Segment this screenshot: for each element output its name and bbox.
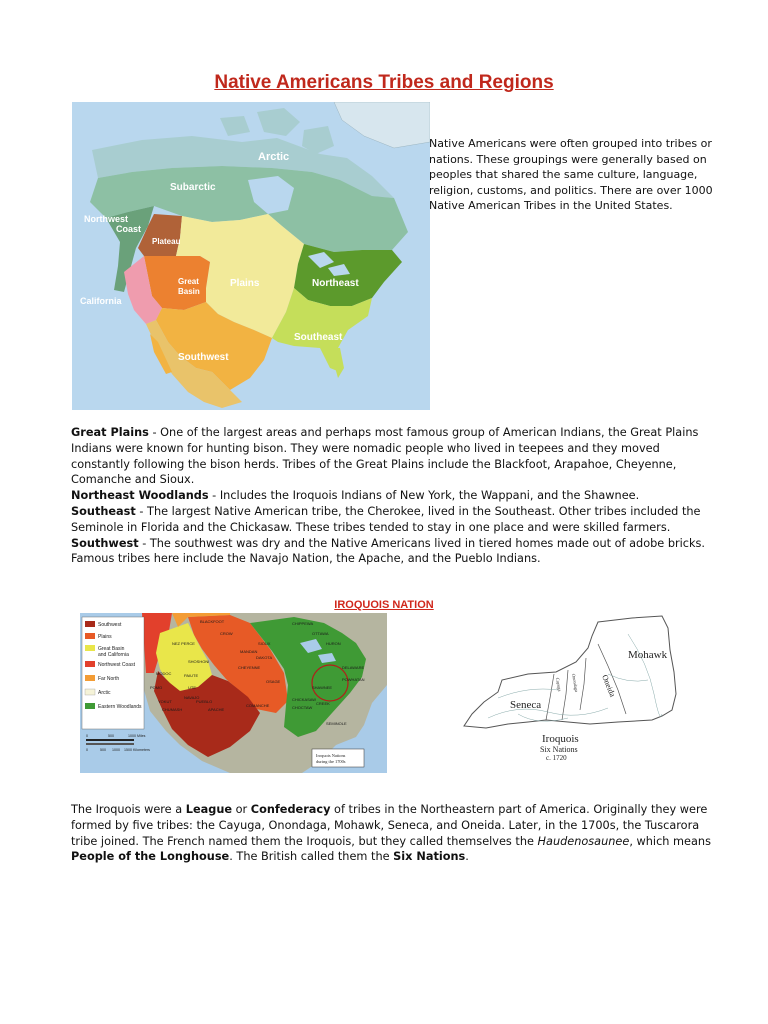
tribe-label: SIOUX (258, 641, 271, 646)
northeast-label: Northeast (312, 278, 359, 289)
region-northeast-woodlands (71, 488, 721, 504)
tribe-label: CHUMASH (162, 707, 183, 712)
iroquois-text (71, 802, 726, 865)
scale-label: 1000 Miles (128, 734, 146, 738)
scale-label: 500 (100, 748, 106, 752)
onondaga-label: Onondaga (571, 673, 580, 693)
text-span: , which means (629, 834, 711, 848)
page-title: Native Americans Tribes and Regions (214, 72, 554, 93)
tribe-label: YOKUT (158, 699, 172, 704)
scale-label: 1000 (112, 748, 120, 752)
southeast-label: Southeast (294, 332, 343, 343)
region-southwest (71, 536, 721, 568)
term-six-nations: Six Nations (393, 850, 466, 864)
tribe-label: CREEK (316, 701, 330, 706)
intro-text: Native Americans were often grouped into tribes or nations. These groupings were generally based on peoples that shared the same culture, language, religion, customs, and politics. There are over 1000 Native American Tribes in the United States. (429, 137, 713, 212)
tribe-label: MANDAN (240, 649, 258, 654)
northwest-coast-label-2: Coast (116, 224, 142, 234)
region-great-plains (71, 425, 721, 488)
tribe-label: PAIUTE (184, 673, 199, 678)
term-league: League (185, 803, 233, 816)
inset-label: during the 1700s (316, 759, 346, 764)
tribe-label: APACHE (208, 707, 225, 712)
plains-label: Plains (230, 278, 260, 289)
legend-southwest: Southwest (98, 622, 122, 628)
tribe-label: SHAWNEE (312, 685, 333, 690)
tribe-label: CHOCTAW (292, 705, 313, 710)
text-span: . The British called them the (229, 850, 394, 864)
great-basin-label: Great (178, 277, 199, 286)
california-label: California (80, 296, 122, 306)
tribe-label: COMANCHE (246, 703, 270, 708)
tribe-label: HURON (326, 641, 341, 646)
tribe-label: DAKOTA (256, 655, 273, 660)
arctic-label: Arctic (258, 151, 290, 163)
tribe-label: POMO (150, 685, 163, 690)
scale-label: 0 (86, 748, 88, 752)
legend-great-basin: Great Basin (98, 646, 125, 652)
text-span: or (232, 803, 251, 816)
tribe-label: POWHATAN (342, 677, 365, 682)
region-southeast (71, 504, 721, 536)
regions-section (71, 425, 721, 567)
region-description: - One of the largest areas and perhaps most famous group of American Indians, the Great Plains Indians were known for hunting bison. They were nomadic people who lived in teepees and they moved constantly following the bison herds. Tribes of the Great Plains include the Blackfoot, Arapahoe, Cheyenne, Comanche and Sioux. (71, 426, 699, 487)
culture-regions-map (72, 102, 430, 410)
text-span: . (465, 850, 469, 864)
legend-plains: Plains (98, 634, 112, 640)
tribe-label: CHIPPEWA (292, 621, 314, 626)
tribe-label: BLACKFOOT (200, 619, 225, 624)
tribe-label: OSAGE (266, 679, 281, 684)
region-term: Southeast (71, 504, 136, 518)
tribe-label: DELAWARE (342, 665, 365, 670)
tribe-label: CHEYENNE (238, 665, 261, 670)
tribe-label: NAVAJO (184, 695, 200, 700)
tribe-label: MODOC (156, 671, 172, 676)
seneca-label: Seneca (510, 699, 542, 711)
tribe-label: PUEBLO (196, 699, 213, 704)
region-term: Northeast Woodlands (71, 489, 209, 503)
region-description: - Includes the Iroquois Indians of New York, the Wappani, and the Shawnee. (208, 489, 640, 503)
legend-arctic: Arctic (98, 690, 111, 696)
inset-label: Iroquois Nations (316, 753, 346, 758)
iroquois-nation-heading: IROQUOIS NATION (334, 599, 434, 611)
scale-label: 500 (108, 734, 114, 738)
tribe-label: UTE (188, 685, 196, 690)
plateau-label: Plateau (152, 237, 181, 246)
tribe-label: CHICKASAW (292, 697, 317, 702)
text-span: The Iroquois were a (71, 803, 186, 816)
region-description: - The largest Native American tribe, the Cherokee, lived in the Southeast. Other tribes included the Seminole in Florida and the Chickasaw. These tribes tended to stay in one place and were skilled farmers. (71, 504, 701, 534)
map-caption-date: c. 1720 (546, 754, 567, 762)
region-term: Southwest (71, 536, 139, 550)
map-caption-title: Iroquois (542, 733, 579, 745)
southwest-label: Southwest (178, 352, 229, 363)
term-longhouse: People of the Longhouse (71, 850, 230, 864)
scale-label: 0 (86, 734, 88, 738)
region-description: - The southwest was dry and the Native Americans lived in tiered homes made out of adobe bricks. Famous tribes here include the Navajo Nation, the Apache, and the Pueblo Indians. (71, 536, 706, 566)
iroquois-paragraph (71, 802, 726, 865)
intro-paragraph (429, 136, 719, 214)
tribe-label: SEMINOLE (326, 721, 347, 726)
map-caption-subtitle: Six Nations (540, 745, 578, 754)
tribe-label: CROW (220, 631, 233, 636)
legend-northwest-coast: Northwest Coast (98, 662, 135, 668)
tribe-label: OTTAWA (312, 631, 329, 636)
legend-far-north: Far North (98, 676, 120, 682)
cayuga-label: Cayuga (555, 677, 563, 692)
mohawk-label: Mohawk (628, 649, 668, 661)
legend-eastern-woodlands: Eastern Woodlands (98, 704, 142, 710)
legend-california: and California (98, 652, 129, 658)
text-span: of tribes in the Northeastern part of America. Originally they were formed by five tribes: the Cayuga, Onondaga, Mohawk, Seneca, and Oneida. Later, in the 1700s, the Tuscarora tribe joined. The French named them the Iroquois, but they called themselves the (71, 803, 708, 848)
scale-label: 1500 Kilometers (124, 748, 150, 752)
great-basin-label-2: Basin (178, 287, 200, 296)
oneida-label: Oneida (600, 673, 618, 699)
six-nations-map (458, 614, 700, 770)
term-haudenosaunee: Haudenosaunee (537, 834, 630, 848)
northwest-coast-label: Northwest (84, 214, 129, 224)
tribes-map (80, 613, 387, 773)
region-term: Great Plains (71, 426, 149, 439)
term-confederacy: Confederacy (250, 803, 331, 816)
tribe-label: SHOSHONI (188, 659, 210, 664)
subarctic-label: Subarctic (170, 182, 216, 193)
tribe-label: NEZ PERCE (172, 641, 195, 646)
